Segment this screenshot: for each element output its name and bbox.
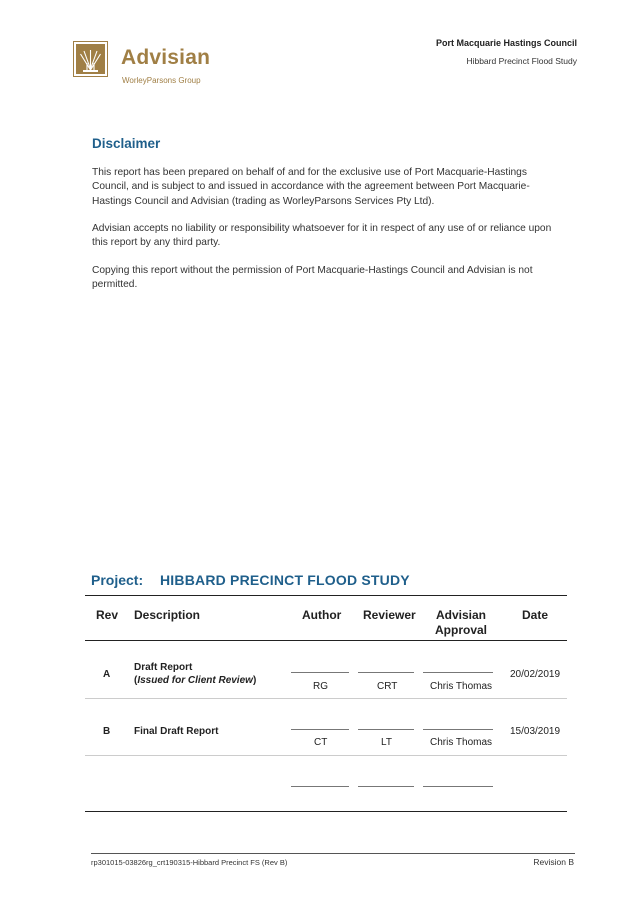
table-top-rule xyxy=(85,595,567,596)
project-label: Project: xyxy=(91,572,144,588)
header-description: Description xyxy=(134,608,201,622)
advisian-logo xyxy=(73,40,213,90)
reviewer-signature-line xyxy=(358,729,414,730)
author-signature-line xyxy=(291,672,349,673)
table-bottom-rule xyxy=(85,811,567,812)
header-reviewer: Reviewer xyxy=(363,608,416,622)
advisian-logo-icon xyxy=(73,41,108,77)
reviewer-signature-line xyxy=(358,786,414,787)
row-date: 20/02/2019 xyxy=(510,669,561,680)
author-signature-line xyxy=(291,786,349,787)
row-author: CT xyxy=(314,737,328,748)
row-rev: A xyxy=(103,669,111,680)
logo-wordmark: Advisian xyxy=(121,46,211,69)
header-date: Date xyxy=(522,608,549,622)
approval-signature-line xyxy=(423,672,493,673)
row-rev: B xyxy=(103,726,111,737)
project-title: HIBBARD PRECINCT FLOOD STUDY xyxy=(160,572,410,588)
author-signature-line xyxy=(291,729,349,730)
footer-reference: rp301015-03826rg_crt190315-Hibbard Precinct FS (Rev B) xyxy=(91,858,288,867)
row-reviewer: LT xyxy=(381,737,392,748)
approval-signature-line xyxy=(423,729,493,730)
reviewer-signature-line xyxy=(358,672,414,673)
header-approval: Advisian xyxy=(436,608,487,622)
row-description: Draft Report xyxy=(134,662,193,673)
disclaimer-paragraph: Copying this report without the permission of Port Macquarie-Hastings Council and Advisian is not permitted. xyxy=(92,265,533,291)
header-client: Port Macquarie Hastings Council xyxy=(435,38,577,48)
header-author: Author xyxy=(302,608,342,622)
row-date: 15/03/2019 xyxy=(510,726,561,737)
row-divider xyxy=(85,698,567,699)
logo-subtext: WorleyParsons Group xyxy=(122,76,201,85)
row-description: Final Draft Report xyxy=(134,726,219,737)
disclaimer-paragraph: Advisian accepts no liability or responsibility whatsoever for it in respect of any use of or reliance upon this report by any third party. xyxy=(92,223,552,249)
row-reviewer: CRT xyxy=(377,681,398,692)
disclaimer-paragraph: This report has been prepared on behalf of and for the exclusive use of Port Macquarie-Hastings Council, and is subject to and issued in accordance with the agreement between Port Macquarie-Hastings Council and Advisian (trading as WorleyParsons Services Pty Ltd). xyxy=(92,167,530,207)
footer-revision: Revision B xyxy=(533,857,574,867)
header-rev: Rev xyxy=(96,608,119,622)
header-approval-line2: Approval xyxy=(435,623,488,637)
row-author: RG xyxy=(313,681,328,692)
row-description-note: (Issued for Client Review) xyxy=(134,675,257,686)
table-header-rule xyxy=(85,640,567,641)
row-approval: Chris Thomas xyxy=(430,737,493,748)
footer-rule xyxy=(91,853,575,854)
header-study-title: Hibbard Precinct Flood Study xyxy=(466,56,577,66)
disclaimer-heading: Disclaimer xyxy=(92,136,161,151)
approval-signature-line xyxy=(423,786,493,787)
row-approval: Chris Thomas xyxy=(430,681,493,692)
row-description-note-text: Issued for Client Review xyxy=(137,675,253,686)
row-divider xyxy=(85,755,567,756)
